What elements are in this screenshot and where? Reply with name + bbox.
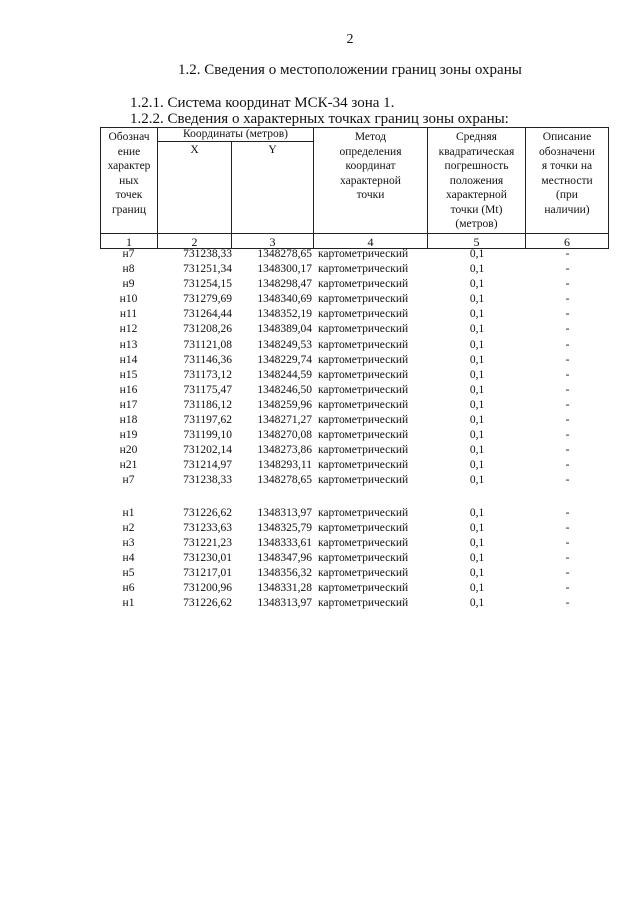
column-number-4: 4 bbox=[367, 235, 374, 249]
table-row: н6 731200,96 1348331,28 картометрический 0,1 - bbox=[122, 581, 570, 594]
page-number: 2 bbox=[346, 32, 354, 47]
column-number-3: 3 bbox=[269, 235, 276, 249]
table-row: н1 731226,62 1348313,97 картометрический 0,1 - bbox=[122, 506, 570, 519]
header-method: Метод определения координат характерной точки bbox=[339, 131, 402, 201]
table-row: н15 731173,12 1348244,59 картометрический 0,1 - bbox=[119, 368, 570, 381]
table-row: н7 731238,33 1348278,65 картометрический 0,1 - bbox=[122, 474, 570, 487]
points-title-line: 1.2.2. Сведения о характерных точках границ зоны охраны: bbox=[130, 111, 509, 127]
table-row: н14 731146,36 1348229,74 картометрический 0,1 - bbox=[119, 353, 570, 366]
column-number-2: 2 bbox=[191, 235, 198, 249]
table-row: н18 731197,62 1348271,27 картометрический 0,1 - bbox=[119, 414, 570, 427]
table-row: н5 731217,01 1348356,32 картометрический 0,1 - bbox=[122, 566, 570, 579]
group-spacer bbox=[100, 490, 609, 507]
column-number-1: 1 bbox=[126, 235, 132, 249]
header-accuracy: Средняя квадратическая погрешность положения характерной точки (Mt) (метров) bbox=[438, 131, 515, 230]
table-row: н9 731254,15 1348298,47 картометрический 0,1 - bbox=[122, 278, 570, 291]
table-row: н11 731264,44 1348352,19 картометрический 0,1 - bbox=[119, 308, 570, 321]
table-row: н10 731279,69 1348340,69 картометрический 0,1 - bbox=[119, 293, 570, 306]
table-row: н16 731175,47 1348246,50 картометрический 0,1 - bbox=[119, 383, 570, 396]
header-description: Описание обозначени я точки на местности (при наличии) bbox=[539, 131, 595, 216]
header-designation: Обознач ение характер ных точек границ bbox=[107, 131, 151, 216]
table-row: н4 731230,01 1348347,96 картометрический 0,1 - bbox=[122, 551, 570, 564]
coordinate-system-line: 1.2.1. Система координат МСК-34 зона 1. bbox=[130, 95, 395, 111]
header-x: X bbox=[190, 144, 199, 156]
table-row: н3 731221,23 1348333,61 картометрический 0,1 - bbox=[122, 536, 570, 549]
section-title: 1.2. Сведения о местоположении границ зоны охраны bbox=[178, 62, 522, 78]
table-header bbox=[100, 127, 609, 247]
header-y: Y bbox=[268, 144, 277, 156]
table-row: н2 731233,63 1348325,79 картометрический 0,1 - bbox=[122, 521, 570, 534]
table-row: н12 731208,26 1348389,04 картометрический 0,1 - bbox=[119, 323, 570, 336]
table-row: н17 731186,12 1348259,96 картометрический 0,1 - bbox=[119, 398, 570, 411]
point-group-2 bbox=[100, 507, 609, 613]
table-row: н21 731214,97 1348293,11 картометрический 0,1 - bbox=[119, 459, 570, 472]
table-row: н20 731202,14 1348273,86 картометрический 0,1 - bbox=[119, 444, 570, 457]
column-number-5: 5 bbox=[473, 235, 480, 249]
point-group-1 bbox=[100, 248, 609, 490]
table-row: н13 731121,08 1348249,53 картометрический 0,1 - bbox=[119, 338, 570, 351]
table-row: н8 731251,34 1348300,17 картометрический 0,1 - bbox=[122, 263, 570, 276]
header-coordinates: Координаты (метров) bbox=[183, 128, 288, 140]
column-number-6: 6 bbox=[564, 235, 570, 249]
table-body bbox=[100, 248, 609, 612]
table-row: н1 731226,62 1348313,97 картометрический 0,1 - bbox=[122, 597, 570, 610]
table-row: н19 731199,10 1348270,08 картометрический 0,1 - bbox=[119, 429, 570, 442]
table-row: н7 731238,33 1348278,65 картометрический 0,1 - bbox=[122, 248, 570, 260]
